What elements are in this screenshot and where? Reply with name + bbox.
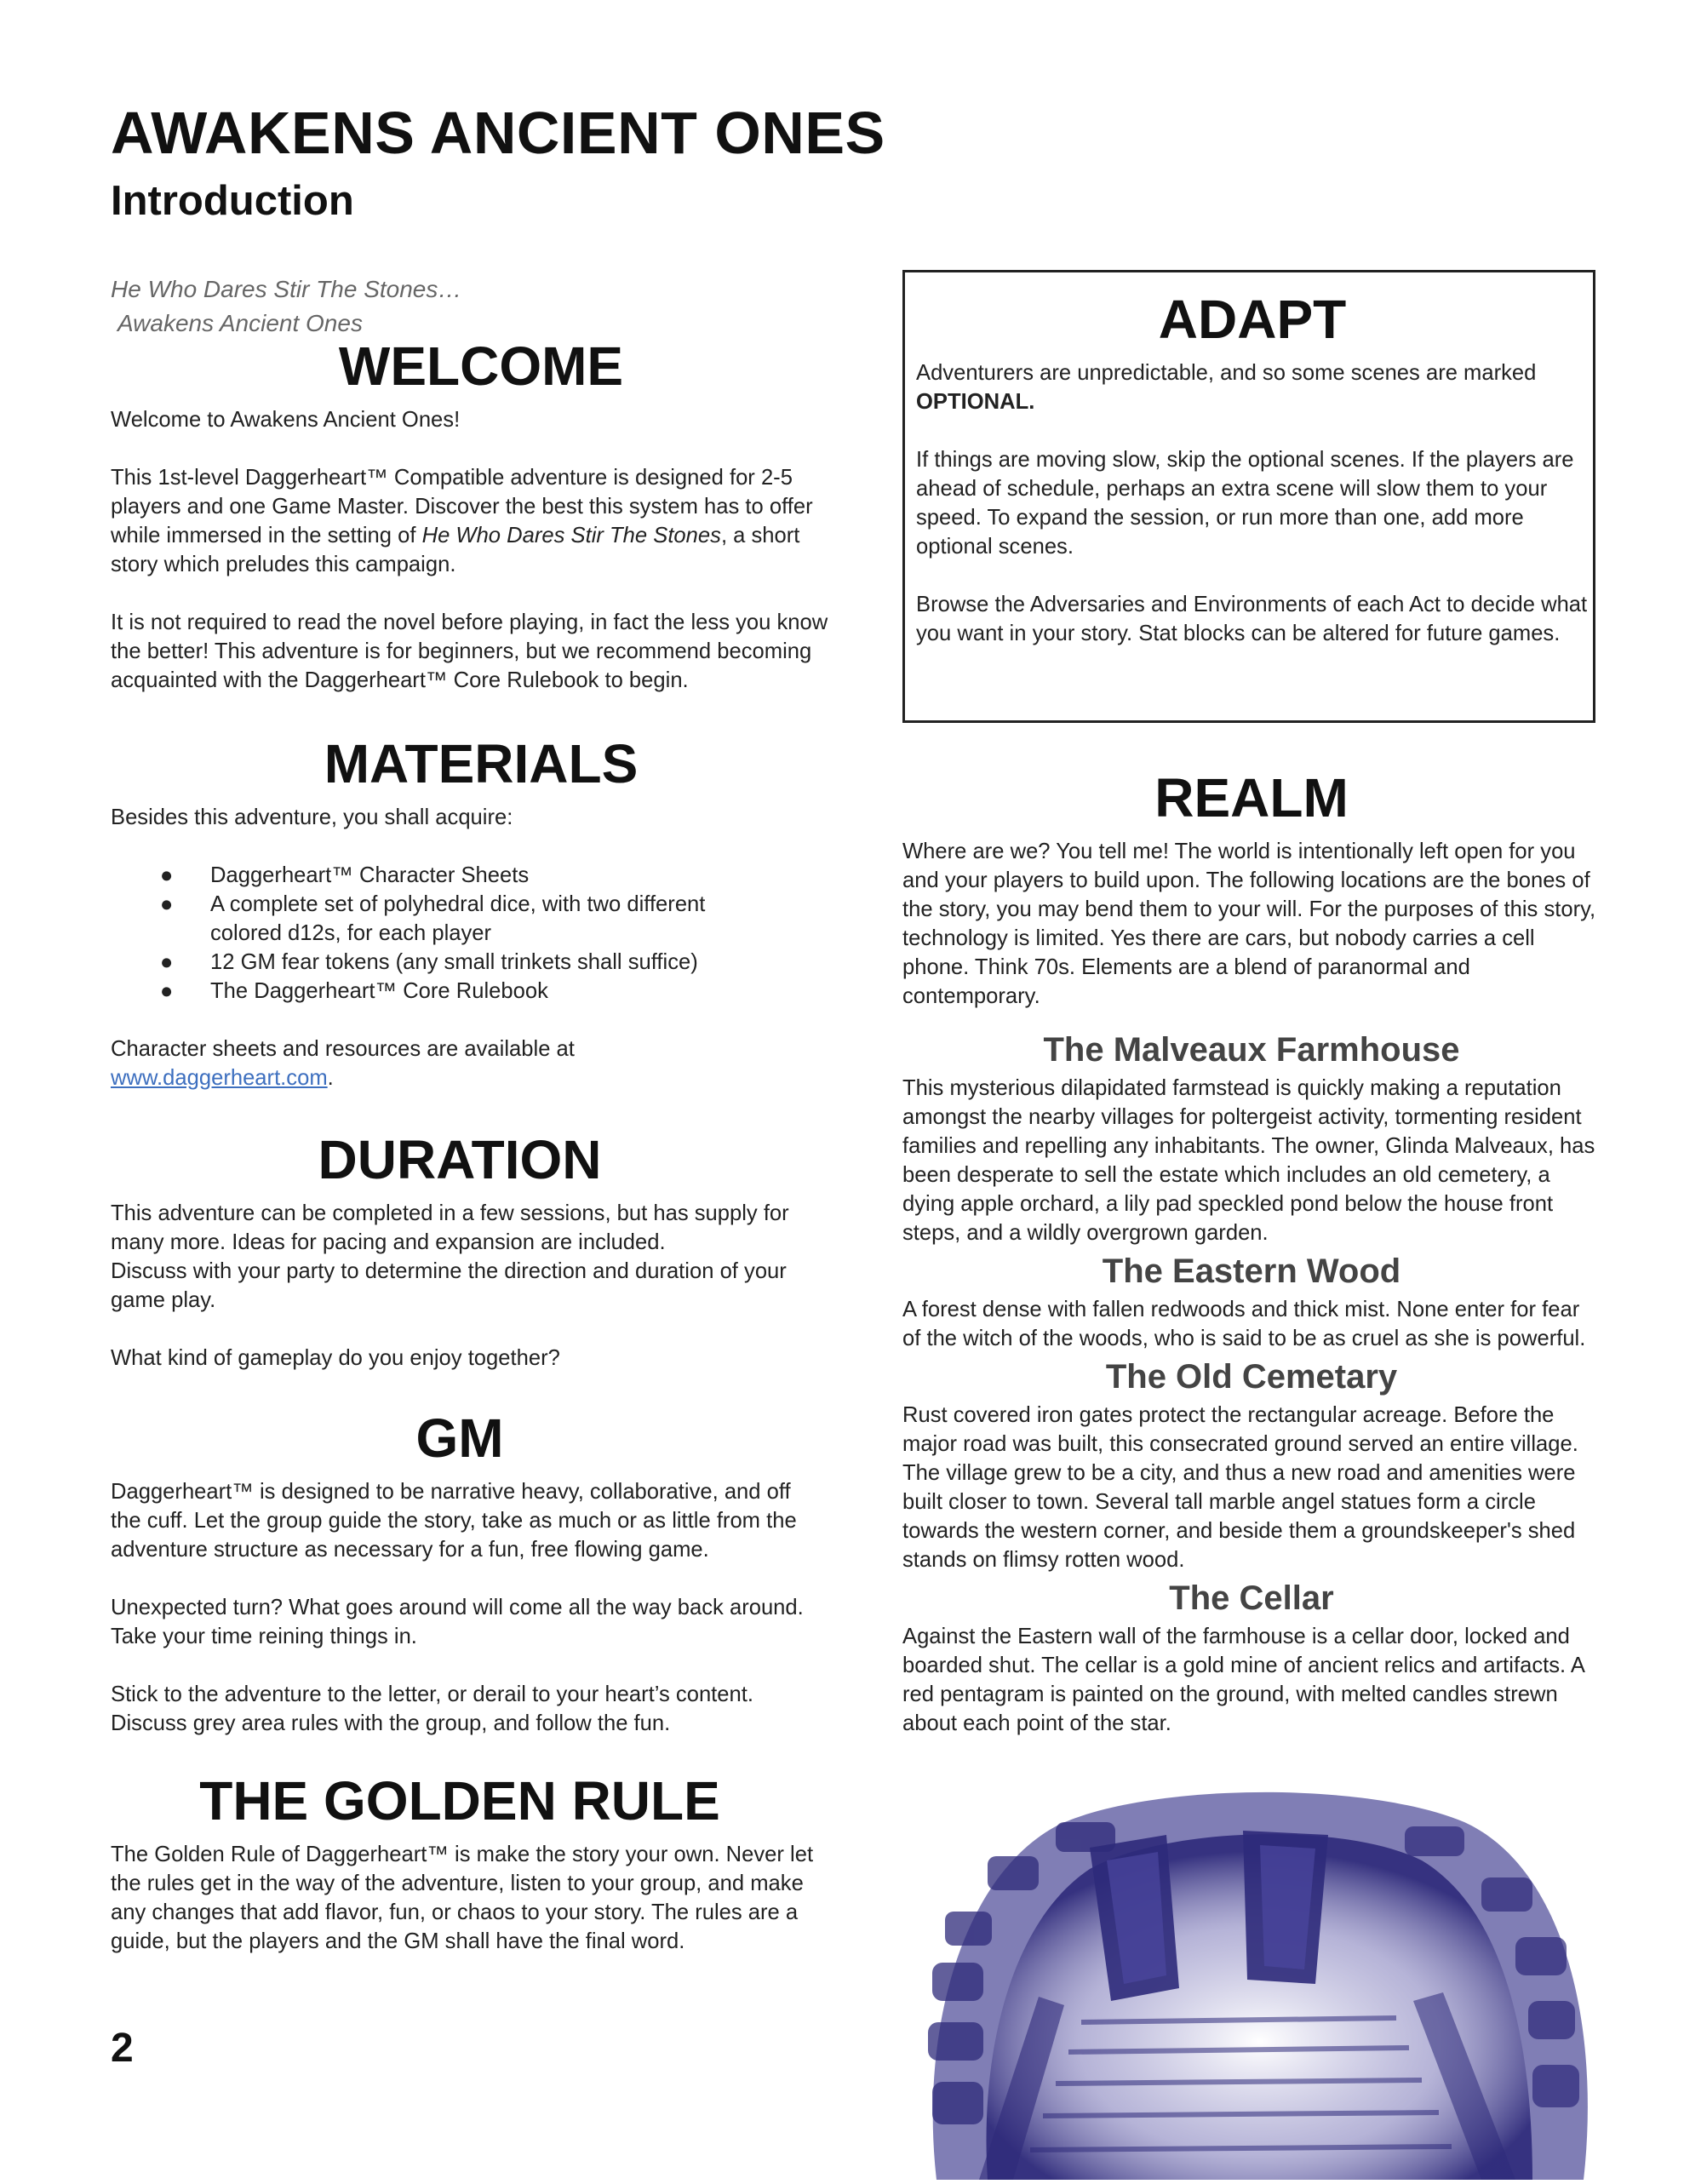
location-heading: The Cellar — [1169, 1579, 1334, 1617]
location-description: Rust covered iron gates protect the rectangular acreage. Before the major road was built, this consecrated ground served an entire village. The village grew to be a city, and thus a new road and amenities were built closer to town. Several tall marble angel statues form a circle towards the western corner, and beside them a groundskeeper's shed stands on flimsy rotten wood. — [902, 1403, 1578, 1572]
golden-rule-paragraph: The Golden Rule of Daggerheart™ is make the story your own. Never let the rules get in the way of the adventure, listen to your group, and make any changes that add flavor, fun, or chaos to your story. The rules are a guide, but the players and the GM shall have the final word. — [111, 1843, 814, 1953]
novel-title: He Who Dares Stir The Stones — [421, 524, 721, 547]
location-description: This mysterious dilapidated farmstead is quickly making a reputation amongst the nearby villages for poltergeist activity, tormenting resident families and repelling any inhabitants. The owner, Glinda Malveaux, has been desperate to sell the estate which includes an old cemetery, a dying apple orchard, a lily pad speckled pond below the house front steps, and a wildly overgrown garden. — [902, 1076, 1595, 1245]
document-title: AWAKENS ANCIENT ONES — [111, 100, 885, 166]
gm-paragraph-2: Unexpected turn? What goes around will come all the way back around. Take your time reining things in. — [111, 1596, 804, 1648]
realm-heading: REALM — [1154, 767, 1349, 828]
cellar-stairs-illustration — [885, 1775, 1609, 2180]
location-heading: The Malveaux Farmhouse — [1043, 1031, 1460, 1069]
bullet-icon: ● — [160, 892, 174, 916]
golden-rule-section — [111, 1770, 817, 1956]
adapt-section — [916, 289, 1589, 648]
list-item: ● 12 GM fear tokens (any small trinkets shall suffice) — [111, 948, 766, 977]
golden-rule-heading: THE GOLDEN RULE — [199, 1770, 720, 1831]
location-description: Against the Eastern wall of the farmhouse is a cellar door, locked and boarded shut. The cellar is a gold mine of ancient relics and artifacts. A red pentagram is painted on the ground, with melted candles strewn about each point of the star. — [902, 1625, 1584, 1735]
materials-section — [111, 733, 851, 1092]
welcome-paragraph-1: Welcome to Awakens Ancient Ones! — [111, 408, 461, 432]
materials-intro: Besides this adventure, you shall acquire: — [111, 805, 513, 829]
cellar-illustration-svg — [885, 1775, 1609, 2180]
adapt-paragraph-1: Adventurers are unpredictable, and so some scenes are marked — [916, 361, 1537, 385]
materials-link-line: www.daggerheart.com. — [111, 1066, 334, 1090]
materials-outro: Character sheets and resources are available at — [111, 1037, 575, 1061]
daggerheart-website-link[interactable]: www.daggerheart.com — [111, 1066, 328, 1090]
epigraph — [111, 272, 461, 341]
adapt-paragraph-3: Browse the Adversaries and Environments of each Act to decide what you want in your story. Stat blocks can be altered for future games. — [916, 593, 1588, 645]
epigraph-line-1: He Who Dares Stir The Stones… — [111, 276, 462, 302]
duration-paragraph-1: This adventure can be completed in a few sessions, but has supply for many more. Ideas for pacing and expansion are included. — [111, 1201, 789, 1254]
list-item: ● Daggerheart™ Character Sheets — [111, 861, 766, 890]
gm-paragraph-3: Stick to the adventure to the letter, or derail to your heart’s content. Discuss grey area rules with the group, and follow the fun. — [111, 1682, 753, 1735]
duration-paragraph-2: Discuss with your party to determine the direction and duration of your game play. — [111, 1259, 787, 1312]
epigraph-line-2: Awakens Ancient Ones — [117, 310, 363, 336]
duration-heading: DURATION — [318, 1129, 602, 1190]
welcome-section — [111, 335, 851, 695]
materials-list — [111, 861, 766, 1006]
realm-intro: Where are we? You tell me! The world is intentionally left open for you and your players to build upon. The following locations are the bones of the story, you may bend them to your will. For the purposes of this story, technology is limited. Yes there are cars, but nobody carries a cell phone. Think 70s. Elements are a blend of paranormal and contemporary. — [902, 840, 1596, 1008]
location-heading: The Old Cemetary — [1105, 1358, 1398, 1396]
duration-section — [111, 1129, 817, 1373]
gm-section — [111, 1407, 817, 1738]
list-item: ● The Daggerheart™ Core Rulebook — [111, 977, 766, 1006]
location-description: A forest dense with fallen redwoods and thick mist. None enter for fear of the witch of the woods, who is said to be as cruel as she is powerful. — [902, 1298, 1586, 1350]
bullet-icon: ● — [160, 950, 174, 974]
optional-label: OPTIONAL. — [916, 390, 1035, 414]
location-heading: The Eastern Wood — [1102, 1253, 1401, 1290]
gm-heading: GM — [415, 1407, 504, 1469]
page-number: 2 — [111, 2026, 134, 2071]
adapt-heading: ADAPT — [1158, 289, 1347, 350]
duration-paragraph-3: What kind of gameplay do you enjoy together? — [111, 1346, 560, 1370]
bullet-icon: ● — [160, 863, 174, 887]
welcome-paragraph-2: This 1st-level Daggerheart™ Compatible adventure is designed for 2-5 players and one Game Master. Discover the best this system has to offer while immersed in the setting of He Who Dares Stir The Stones, a short story which preludes this campaign. — [111, 466, 813, 576]
welcome-heading: WELCOME — [338, 335, 624, 397]
bullet-icon: ● — [160, 979, 174, 1003]
realm-section — [902, 767, 1601, 1738]
list-item: ● A complete set of polyhedral dice, with two different colored d12s, for each player — [111, 890, 766, 948]
adapt-paragraph-2: If things are moving slow, skip the optional scenes. If the players are ahead of schedule, perhaps an extra scene will slow them to your speed. To expand the session, or run more than one, add more optional scenes. — [916, 448, 1574, 559]
document-subtitle: Introduction — [111, 178, 354, 224]
welcome-paragraph-3: It is not required to read the novel before playing, in fact the less you know the better! This adventure is for beginners, but we recommend becoming acquainted with the Daggerheart™ Core Rulebook to begin. — [111, 610, 828, 692]
materials-heading: MATERIALS — [324, 733, 639, 794]
gm-paragraph-1: Daggerheart™ is designed to be narrative heavy, collaborative, and off the cuff. Let the group guide the story, take as much or as little from the adventure structure as necessary for a fun, free flowing game. — [111, 1480, 797, 1562]
